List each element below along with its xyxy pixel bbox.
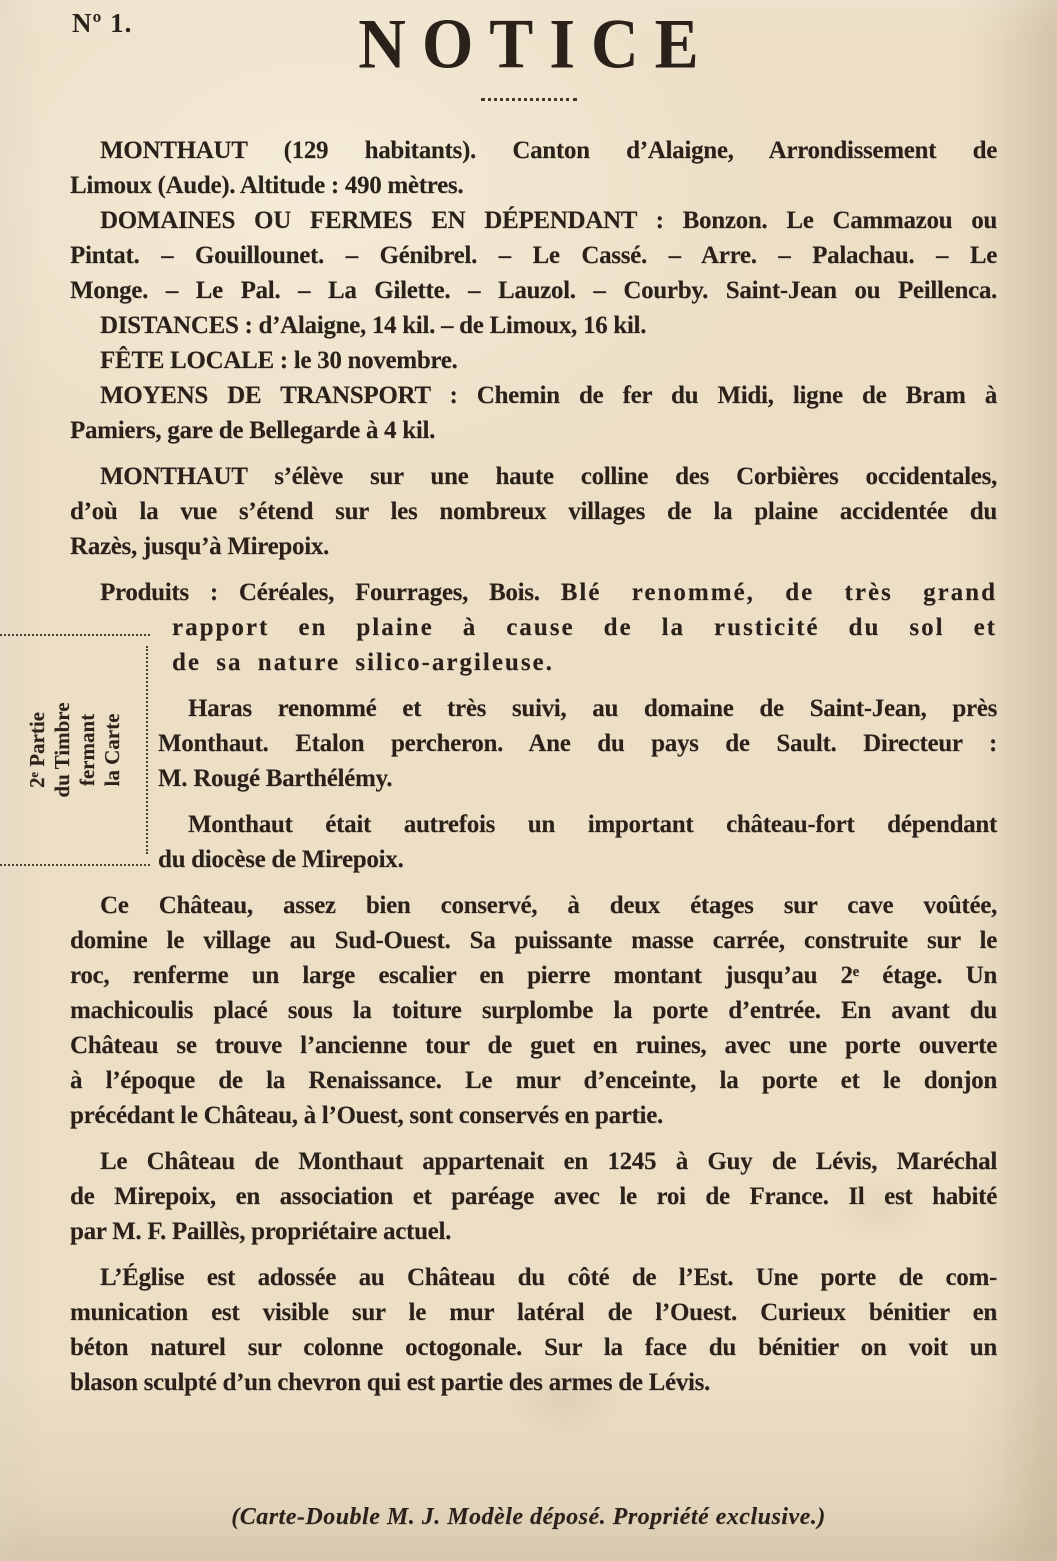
paragraph <box>70 459 997 564</box>
title-dotted-rule <box>481 98 577 101</box>
text-line <box>70 203 997 238</box>
text-segment: Pintat. – Gouillounet. – Génibrel. – Le Cassé. – Arre. – Palachau. – Le <box>70 242 997 269</box>
text-segment: par M. F. Paillès, propriétaire actuel. <box>70 1218 452 1245</box>
text-line <box>172 610 997 645</box>
text-segment: Ce Château, assez bien conservé, à deux étages sur cave voûtée, <box>100 892 997 919</box>
text-segment: d’où la vue s’étend sur les nombreux villages de la plaine accidentée du <box>70 498 997 525</box>
paragraph <box>70 888 997 1133</box>
text-segment: Château se trouve l’ancienne tour de guet en ruines, avec une porte ouverte <box>70 1032 997 1059</box>
text-segment: machicoulis placé sous la toiture surplombe la porte d’entrée. En avant du <box>70 997 997 1024</box>
text-segment: DOMAINES OU FERMES EN DÉPENDANT : Bonzon. Le Cammazou ou <box>100 207 997 234</box>
stamp-note-line: fermant <box>75 713 99 787</box>
text-line <box>158 761 997 796</box>
text-segment: MOYENS DE TRANSPORT : Chemin de fer du Midi, ligne de Bram à <box>100 382 997 409</box>
text-line <box>70 168 997 203</box>
text-line <box>70 888 997 923</box>
text-line <box>70 993 997 1028</box>
text-line <box>70 1295 997 1330</box>
text-line <box>70 459 997 494</box>
text-segment: rapport en plaine à cause de la rusticité du sol et <box>172 614 997 641</box>
text-segment: précédant le Château, à l’Ouest, sont conservés en partie. <box>70 1102 663 1129</box>
stamp-note-line: 2ᵉ Partie <box>25 712 49 788</box>
text-segment: L’Église est adossée au Château du côté de l’Est. Une porte de com- <box>100 1264 997 1291</box>
paragraph <box>158 691 997 796</box>
text-segment: Le Château de Monthaut appartenait en 1245 à Guy de Lévis, Maréchal <box>100 1148 997 1175</box>
imprint-footer: (Carte-Double M. J. Modèle déposé. Propriété exclusive.) <box>231 1504 826 1530</box>
text-line <box>70 494 997 529</box>
text-segment: Pamiers, gare de Bellegarde à 4 kil. <box>70 417 436 444</box>
text-line <box>70 1179 997 1214</box>
text-line <box>158 726 997 761</box>
text-segment: Monthaut était autrefois un important château-fort dépendant <box>188 811 997 838</box>
text-segment: roc, renferme un large escalier en pierre montant jusqu’au 2ᵉ étage. Un <box>70 962 997 989</box>
text-segment: Monge. – Le Pal. – La Gilette. – Lauzol. – Courby. Saint-Jean ou Peillenca. <box>70 277 997 304</box>
text-line <box>70 343 997 378</box>
paragraph <box>70 203 997 308</box>
text-line <box>70 923 997 958</box>
page-header <box>0 0 1057 101</box>
text-segment: Limoux (Aude). Altitude : 490 mètres. <box>70 172 464 199</box>
text-segment: DISTANCES : d’Alaigne, 14 kil. – de Limoux, 16 kil. <box>100 312 647 339</box>
paragraph <box>70 343 997 378</box>
text-line <box>70 1028 997 1063</box>
text-line <box>70 273 997 308</box>
text-segment: Monthaut. Etalon percheron. Ane du pays de Sault. Directeur : <box>158 730 997 757</box>
text-segment: FÊTE LOCALE : le 30 novembre. <box>100 347 458 374</box>
text-segment: Produits : Céréales, Fourrages, Bois. <box>100 579 561 606</box>
paragraph <box>70 1144 997 1249</box>
text-line <box>70 1365 997 1400</box>
text-segment: M. Rougé Barthélémy. <box>158 765 393 792</box>
paragraph <box>70 575 997 680</box>
paragraph <box>70 133 997 203</box>
text-line <box>70 238 997 273</box>
text-segment: de sa nature silico-argileuse. <box>172 649 554 676</box>
paragraph <box>70 378 997 448</box>
stamp-note-line: du Timbre <box>50 702 74 798</box>
text-line <box>158 842 997 877</box>
text-line <box>70 1330 997 1365</box>
paragraph <box>158 807 997 877</box>
text-segment: MONTHAUT (129 habitants). Canton d’Alaigne, Arrondissement de <box>100 137 997 164</box>
text-line <box>70 133 997 168</box>
text-line <box>70 958 997 993</box>
paragraph <box>70 308 997 343</box>
text-segment: blason sculpté d’un chevron qui est partie des armes de Lévis. <box>70 1369 711 1396</box>
text-line <box>70 308 997 343</box>
stamp-note-line: la Carte <box>100 713 124 787</box>
body-text <box>0 133 1057 1400</box>
text-line <box>70 378 997 413</box>
text-line <box>70 529 997 564</box>
page-title: NOTICE <box>358 5 715 84</box>
text-line <box>158 807 997 842</box>
paragraph <box>70 1260 997 1400</box>
text-line <box>172 645 997 680</box>
text-line <box>70 1260 997 1295</box>
text-segment: Haras renommé et très suivi, au domaine de Saint-Jean, près <box>188 695 997 722</box>
text-segment: Blé renommé, de très grand <box>560 579 997 606</box>
text-segment: à l’époque de la Renaissance. Le mur d’enceinte, la porte et le donjon <box>70 1067 997 1094</box>
text-segment: domine le village au Sud-Ouest. Sa puissante masse carrée, construite sur le <box>70 927 997 954</box>
text-segment: MONTHAUT s’élève sur une haute colline des Corbières occidentales, <box>100 463 997 490</box>
text-line <box>70 1144 997 1179</box>
text-line <box>70 1063 997 1098</box>
text-line <box>70 1214 997 1249</box>
text-segment: munication est visible sur le mur latéral de l’Ouest. Curieux bénitier en <box>70 1299 997 1326</box>
text-line <box>158 691 997 726</box>
text-segment: béton naturel sur colonne octogonale. Sur la face du bénitier on voit un <box>70 1334 997 1361</box>
text-line <box>70 413 997 448</box>
text-segment: du diocèse de Mirepoix. <box>158 846 404 873</box>
text-segment: Razès, jusqu’à Mirepoix. <box>70 533 329 560</box>
page-number: Nº 1. <box>72 8 133 38</box>
text-line <box>70 1098 997 1133</box>
text-line <box>70 575 997 610</box>
text-segment: de Mirepoix, en association et paréage avec le roi de France. Il est habité <box>70 1183 997 1210</box>
